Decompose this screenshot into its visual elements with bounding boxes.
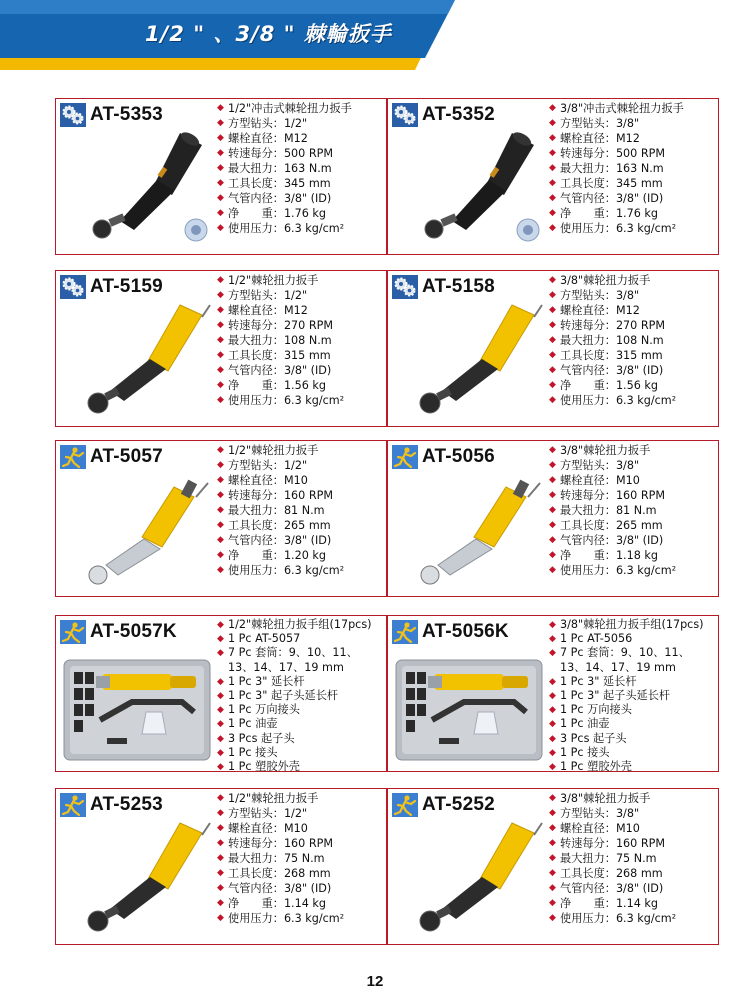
runner-icon (60, 445, 86, 469)
kit-case-image (62, 642, 214, 768)
bullet-icon: ◆ (217, 520, 224, 530)
spec-line: ◆ 转速每分：500 RPM (549, 147, 666, 160)
bullet-icon: ◆ (217, 676, 224, 687)
spec-line: ◆ 最大扭力：163 N.m (549, 162, 664, 175)
spec-line: ◆ 3/8"棘轮扭力扳手组(17pcs) (549, 618, 704, 631)
bullet-icon: ◆ (217, 823, 224, 833)
spec-line: ◆ 工具长度：268 mm (549, 867, 663, 880)
spec-list (549, 618, 717, 774)
bullet-icon: ◆ (549, 823, 556, 833)
bullet-icon: ◆ (217, 913, 224, 923)
bullet-icon: ◆ (217, 445, 224, 455)
spec-line: ◆ 螺栓直径：M12 (549, 304, 640, 317)
spec-line: ◆ 3/8"棘轮扭力扳手 (549, 792, 651, 805)
bullet-icon: ◆ (549, 208, 556, 218)
spec-list (217, 101, 385, 236)
bullet-icon: ◆ (549, 691, 556, 702)
model-number: AT-5352 (422, 104, 495, 125)
product-image-panel (56, 99, 216, 254)
gears-icon (60, 275, 86, 299)
bullet-icon: ◆ (549, 490, 556, 500)
spec-line: ◆ 气管内径：3/8" (ID) (549, 882, 664, 895)
bullet-icon: ◆ (549, 445, 556, 455)
bullet-icon: ◆ (549, 898, 556, 908)
model-number: AT-5056 (422, 446, 495, 467)
bullet-icon: ◆ (217, 335, 224, 345)
spec-line: ◆ 1 Pc AT-5056 (549, 632, 633, 646)
bullet-icon: ◆ (549, 550, 556, 560)
spec-line: ◆ 螺栓直径：M12 (217, 132, 308, 145)
spec-line: ◆ 转速每分：270 RPM (217, 319, 334, 332)
spec-line: ◆ 最大扭力：81 N.m (549, 504, 657, 517)
bullet-icon: ◆ (217, 193, 224, 203)
spec-line: ◆ 1/2"棘轮扭力扳手组(17pcs) (217, 618, 372, 631)
runner-icon (60, 620, 86, 644)
bullet-icon: ◆ (549, 475, 556, 485)
spec-list (549, 101, 717, 236)
bullet-icon: ◆ (217, 733, 224, 744)
bullet-icon: ◆ (549, 290, 556, 300)
spec-line: ◆ 1 Pc 塑胶外壳 (217, 760, 300, 774)
bullet-icon: ◆ (217, 838, 224, 848)
bullet-icon: ◆ (217, 490, 224, 500)
bullet-icon: ◆ (549, 395, 556, 405)
bullet-icon: ◆ (217, 163, 224, 173)
bullet-icon: ◆ (549, 133, 556, 143)
bullet-icon: ◆ (549, 719, 556, 730)
model-number: AT-5158 (422, 276, 495, 297)
spec-line: ◆ 3/8"棘轮扭力扳手 (549, 444, 651, 457)
spec-list (549, 791, 717, 926)
spec-line: ◆ 方型钻头：1/2" (217, 459, 308, 472)
spec-line: ◆ 净 重：1.56 kg (217, 379, 326, 392)
spec-line: 13、14、17、19 mm (560, 660, 676, 674)
bullet-icon: ◆ (217, 620, 224, 630)
bullet-icon: ◆ (549, 634, 556, 645)
spec-line: ◆ 净 重：1.20 kg (217, 549, 326, 562)
spec-line: ◆ 使用压力：6.3 kg/cm² (217, 564, 345, 577)
bullet-icon: ◆ (217, 305, 224, 315)
product-image-panel (388, 271, 548, 426)
page-title: 1/2 " 、3/8 " 棘輪扳手 (145, 22, 392, 46)
spec-line: ◆ 工具长度：265 mm (217, 519, 331, 532)
spec-line: 13、14、17、19 mm (228, 660, 344, 674)
model-header (392, 793, 495, 817)
spec-line: ◆ 1 Pc 3" 起子头延长杆 (549, 689, 671, 703)
bullet-icon: ◆ (549, 620, 556, 630)
bullet-icon: ◆ (549, 733, 556, 744)
spec-line: ◆ 转速每分：270 RPM (549, 319, 666, 332)
bullet-icon: ◆ (549, 163, 556, 173)
product-card (387, 440, 719, 597)
bullet-icon: ◆ (549, 335, 556, 345)
product-image-panel (388, 441, 548, 596)
bullet-icon: ◆ (217, 395, 224, 405)
bullet-icon: ◆ (217, 275, 224, 285)
spec-line: ◆ 使用压力：6.3 kg/cm² (549, 912, 677, 925)
spec-line: ◆ 转速每分：160 RPM (549, 837, 666, 850)
product-card (387, 615, 719, 772)
spec-line: ◆ 转速每分：500 RPM (217, 147, 334, 160)
spec-line: ◆ 1/2"棘轮扭力扳手 (217, 444, 319, 457)
spec-line: ◆ 净 重：1.14 kg (217, 897, 326, 910)
spec-list (217, 273, 385, 408)
model-header (392, 275, 495, 299)
product-image-panel (388, 99, 548, 254)
bullet-icon: ◆ (549, 350, 556, 360)
model-number: AT-5252 (422, 794, 495, 815)
bullet-icon: ◆ (549, 380, 556, 390)
bullet-icon: ◆ (217, 535, 224, 545)
bullet-icon: ◆ (217, 505, 224, 515)
black-impact-ratchet-image (62, 125, 214, 251)
spec-line: ◆ 1/2"棘轮扭力扳手 (217, 792, 319, 805)
spec-line: ◆ 1 Pc 油壶 (549, 717, 610, 731)
bullet-icon: ◆ (549, 103, 556, 113)
spec-line: ◆ 7 Pc 套筒：9、10、11、 (217, 646, 358, 660)
bullet-icon: ◆ (217, 762, 224, 773)
bullet-icon: ◆ (217, 719, 224, 730)
spec-line: ◆ 螺栓直径：M10 (217, 474, 308, 487)
spec-line: ◆ 1 Pc 接头 (217, 745, 278, 759)
spec-line: ◆ 方型钻头：3/8" (549, 807, 640, 820)
bullet-icon: ◆ (549, 178, 556, 188)
spec-line: ◆ 净 重：1.56 kg (549, 379, 658, 392)
bullet-icon: ◆ (549, 868, 556, 878)
bullet-icon: ◆ (549, 883, 556, 893)
yellow-ratchet-image (394, 297, 546, 423)
bullet-icon: ◆ (217, 208, 224, 218)
spec-line: ◆ 1/2"冲击式棘轮扭力扳手 (217, 102, 352, 115)
bullet-icon: ◆ (217, 747, 224, 758)
spec-line: ◆ 气管内径：3/8" (ID) (217, 364, 332, 377)
spec-list (217, 618, 385, 774)
yellow-ratchet-image (62, 297, 214, 423)
runner-icon (392, 793, 418, 817)
product-card (55, 615, 387, 772)
gears-icon (392, 275, 418, 299)
model-header (60, 103, 163, 127)
runner-icon (392, 445, 418, 469)
spec-line: ◆ 螺栓直径：M12 (549, 132, 640, 145)
product-image-panel (56, 441, 216, 596)
spec-line: ◆ 最大扭力：81 N.m (217, 504, 325, 517)
spec-list (217, 791, 385, 926)
spec-line: ◆ 最大扭力：108 N.m (549, 334, 664, 347)
spec-line: ◆ 使用压力：6.3 kg/cm² (217, 222, 345, 235)
bullet-icon: ◆ (217, 178, 224, 188)
spec-line: ◆ 3/8"冲击式棘轮扭力扳手 (549, 102, 684, 115)
bullet-icon: ◆ (549, 853, 556, 863)
spec-line: ◆ 使用压力：6.3 kg/cm² (217, 394, 345, 407)
spec-line: ◆ 螺栓直径：M12 (217, 304, 308, 317)
product-image-panel (56, 616, 216, 771)
spec-line: ◆ 气管内径：3/8" (ID) (217, 534, 332, 547)
product-image-panel (388, 616, 548, 771)
spec-line: ◆ 工具长度：345 mm (549, 177, 663, 190)
model-number: AT-5253 (90, 794, 163, 815)
spec-line: ◆ 方型钻头：3/8" (549, 117, 640, 130)
yellow-ratchet-image (394, 467, 546, 593)
gears-icon (392, 103, 418, 127)
model-number: AT-5353 (90, 104, 163, 125)
bullet-icon: ◆ (217, 565, 224, 575)
bullet-icon: ◆ (217, 133, 224, 143)
yellow-ratchet-image (62, 815, 214, 941)
product-card (387, 788, 719, 945)
model-header (392, 445, 495, 469)
black-impact-ratchet-image (394, 125, 546, 251)
bullet-icon: ◆ (549, 913, 556, 923)
spec-line: ◆ 螺栓直径：M10 (549, 822, 640, 835)
bullet-icon: ◆ (549, 305, 556, 315)
spec-line: ◆ 1 Pc 3" 起子头延长杆 (217, 689, 339, 703)
spec-line: ◆ 1 Pc 3" 延长杆 (549, 674, 637, 688)
gears-icon (60, 103, 86, 127)
spec-list (549, 273, 717, 408)
spec-line: ◆ 净 重：1.14 kg (549, 897, 658, 910)
bullet-icon: ◆ (217, 691, 224, 702)
spec-line: ◆ 净 重：1.18 kg (549, 549, 658, 562)
bullet-icon: ◆ (217, 290, 224, 300)
spec-line: ◆ 净 重：1.76 kg (549, 207, 658, 220)
bullet-icon: ◆ (217, 350, 224, 360)
spec-line: ◆ 1 Pc 接头 (549, 745, 610, 759)
bullet-icon: ◆ (549, 705, 556, 716)
bullet-icon: ◆ (217, 648, 224, 659)
bullet-icon: ◆ (549, 275, 556, 285)
spec-line: ◆ 转速每分：160 RPM (217, 837, 334, 850)
spec-line: ◆ 工具长度：315 mm (217, 349, 331, 362)
product-card (55, 788, 387, 945)
model-number: AT-5159 (90, 276, 163, 297)
model-number: AT-5056K (422, 621, 509, 642)
spec-list (217, 443, 385, 578)
bullet-icon: ◆ (217, 148, 224, 158)
model-header (60, 793, 163, 817)
spec-line: ◆ 1 Pc 油壶 (217, 717, 278, 731)
runner-icon (392, 620, 418, 644)
bullet-icon: ◆ (217, 103, 224, 113)
bullet-icon: ◆ (549, 460, 556, 470)
bullet-icon: ◆ (217, 793, 224, 803)
spec-line: ◆ 1 Pc 万向接头 (217, 703, 300, 717)
bullet-icon: ◆ (217, 883, 224, 893)
bullet-icon: ◆ (549, 535, 556, 545)
bullet-icon: ◆ (549, 793, 556, 803)
spec-line: ◆ 方型钻头：1/2" (217, 289, 308, 302)
product-image-panel (56, 271, 216, 426)
bullet-icon: ◆ (217, 868, 224, 878)
spec-line: ◆ 螺栓直径：M10 (549, 474, 640, 487)
bullet-icon: ◆ (549, 365, 556, 375)
product-card (387, 270, 719, 427)
bullet-icon: ◆ (549, 747, 556, 758)
model-header (60, 445, 163, 469)
model-header (392, 103, 495, 127)
bullet-icon: ◆ (549, 320, 556, 330)
bullet-icon: ◆ (217, 550, 224, 560)
spec-line: ◆ 1 Pc AT-5057 (217, 632, 301, 646)
spec-line: ◆ 最大扭力：163 N.m (217, 162, 332, 175)
spec-line: ◆ 3/8"棘轮扭力扳手 (549, 274, 651, 287)
spec-line: ◆ 1 Pc 塑胶外壳 (549, 760, 632, 774)
spec-line: ◆ 使用压力：6.3 kg/cm² (549, 394, 677, 407)
spec-line: ◆ 3 Pcs 起子头 (549, 731, 627, 745)
yellow-ratchet-image (62, 467, 214, 593)
bullet-icon: ◆ (217, 634, 224, 645)
product-image-panel (388, 789, 548, 944)
bullet-icon: ◆ (549, 565, 556, 575)
spec-line: ◆ 气管内径：3/8" (ID) (549, 364, 664, 377)
spec-line: ◆ 气管内径：3/8" (ID) (217, 882, 332, 895)
model-header (60, 275, 163, 299)
spec-line: ◆ 1 Pc 万向接头 (549, 703, 632, 717)
spec-line: ◆ 方型钻头：1/2" (217, 807, 308, 820)
spec-line: ◆ 使用压力：6.3 kg/cm² (217, 912, 345, 925)
bullet-icon: ◆ (217, 320, 224, 330)
bullet-icon: ◆ (549, 118, 556, 128)
runner-icon (60, 793, 86, 817)
spec-line: ◆ 净 重：1.76 kg (217, 207, 326, 220)
bullet-icon: ◆ (549, 223, 556, 233)
bullet-icon: ◆ (549, 762, 556, 773)
spec-line: ◆ 工具长度：315 mm (549, 349, 663, 362)
spec-line: ◆ 使用压力：6.3 kg/cm² (549, 564, 677, 577)
bullet-icon: ◆ (549, 505, 556, 515)
spec-line: ◆ 转速每分：160 RPM (217, 489, 334, 502)
bullet-icon: ◆ (217, 118, 224, 128)
product-card (55, 270, 387, 427)
spec-line: ◆ 1 Pc 3" 延长杆 (217, 674, 305, 688)
spec-line: ◆ 工具长度：265 mm (549, 519, 663, 532)
spec-line: ◆ 最大扭力：75 N.m (549, 852, 657, 865)
bullet-icon: ◆ (217, 365, 224, 375)
bullet-icon: ◆ (217, 705, 224, 716)
bullet-icon: ◆ (549, 838, 556, 848)
bullet-icon: ◆ (217, 853, 224, 863)
bullet-icon: ◆ (217, 475, 224, 485)
spec-line: ◆ 螺栓直径：M10 (217, 822, 308, 835)
spec-line: ◆ 方型钻头：1/2" (217, 117, 308, 130)
bullet-icon: ◆ (217, 808, 224, 818)
model-header (392, 620, 509, 644)
spec-line: ◆ 方型钻头：3/8" (549, 459, 640, 472)
product-card (55, 98, 387, 255)
product-image-panel (56, 789, 216, 944)
spec-line: ◆ 工具长度：268 mm (217, 867, 331, 880)
spec-line: ◆ 气管内径：3/8" (ID) (549, 534, 664, 547)
bullet-icon: ◆ (217, 460, 224, 470)
bullet-icon: ◆ (549, 676, 556, 687)
model-number: AT-5057K (90, 621, 177, 642)
bullet-icon: ◆ (549, 520, 556, 530)
yellow-ratchet-image (394, 815, 546, 941)
spec-line: ◆ 3 Pcs 起子头 (217, 731, 295, 745)
spec-line: ◆ 1/2"棘轮扭力扳手 (217, 274, 319, 287)
model-number: AT-5057 (90, 446, 163, 467)
product-card (55, 440, 387, 597)
spec-line: ◆ 使用压力：6.3 kg/cm² (549, 222, 677, 235)
spec-line: ◆ 工具长度：345 mm (217, 177, 331, 190)
spec-line: ◆ 气管内径：3/8" (ID) (217, 192, 332, 205)
product-card (387, 98, 719, 255)
bullet-icon: ◆ (217, 898, 224, 908)
bullet-icon: ◆ (549, 148, 556, 158)
spec-line: ◆ 7 Pc 套筒：9、10、11、 (549, 646, 690, 660)
spec-line: ◆ 气管内径：3/8" (ID) (549, 192, 664, 205)
bullet-icon: ◆ (549, 193, 556, 203)
spec-line: ◆ 最大扭力：75 N.m (217, 852, 325, 865)
header-banner (0, 0, 750, 70)
spec-line: ◆ 转速每分：160 RPM (549, 489, 666, 502)
bullet-icon: ◆ (217, 223, 224, 233)
model-header (60, 620, 177, 644)
bullet-icon: ◆ (549, 808, 556, 818)
spec-line: ◆ 方型钻头：3/8" (549, 289, 640, 302)
spec-line: ◆ 最大扭力：108 N.m (217, 334, 332, 347)
kit-case-image (394, 642, 546, 768)
bullet-icon: ◆ (549, 648, 556, 659)
page-number: 12 (366, 973, 384, 990)
bullet-icon: ◆ (217, 380, 224, 390)
spec-list (549, 443, 717, 578)
